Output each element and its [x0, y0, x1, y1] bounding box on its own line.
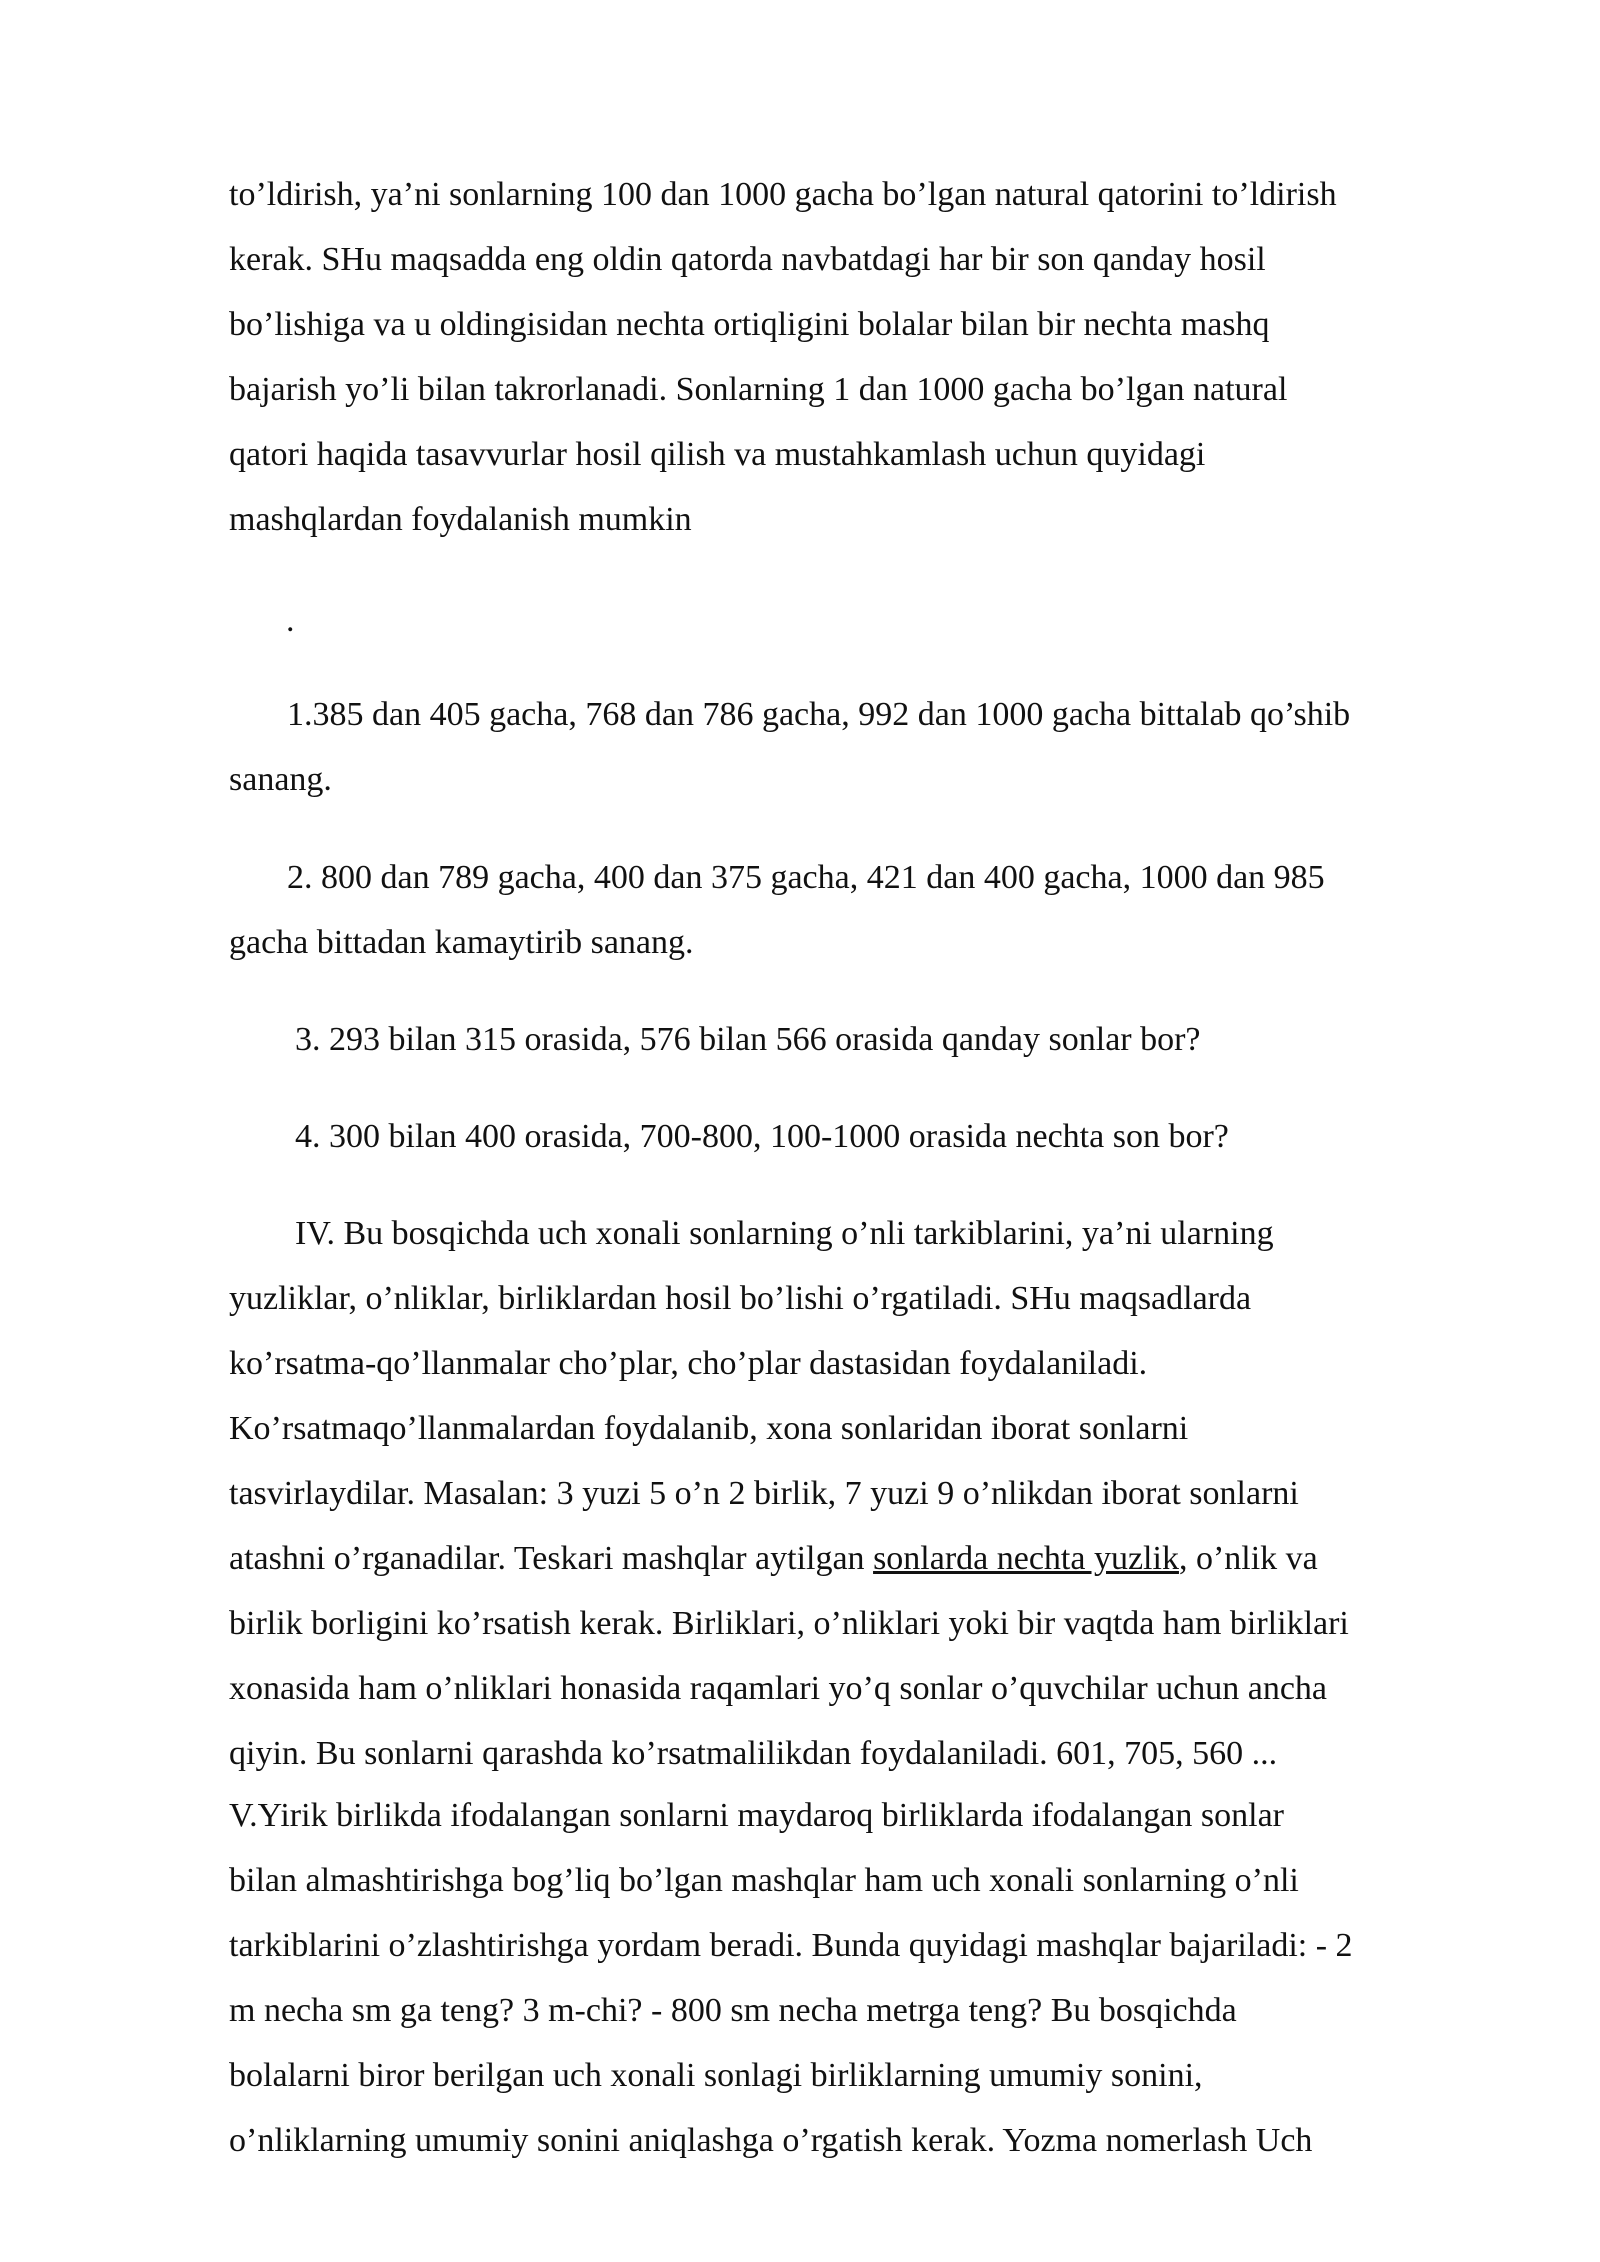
paragraph-line: bolalarni biror berilgan uch xonali sonlagi birliklarning umumiy sonini,: [229, 2057, 1203, 2094]
exercise-4: [229, 1104, 1489, 1169]
underlined-phrase: sonlarda nechta yuzlik: [873, 1540, 1179, 1577]
section-iv-paragraph: [229, 1201, 1489, 1786]
paragraph-line: 3. 293 bilan 315 orasida, 576 bilan 566 orasida qanday sonlar bor?: [295, 1021, 1201, 1058]
paragraph-line: V.Yirik birlikda ifodalangan sonlarni maydaroq birliklarda ifodalangan sonlar: [229, 1797, 1284, 1834]
paragraph-line: yuzliklar, o’nliklar, birliklardan hosil bo’lishi o’rgatiladi. SHu maqsadlarda: [229, 1280, 1252, 1317]
line-text: , o’nlik va: [1178, 1540, 1318, 1577]
paragraph-line: m necha sm ga teng? 3 m-chi? - 800 sm necha metrga teng? Bu bosqichda: [229, 1992, 1237, 2029]
paragraph-line: to’ldirish, ya’ni sonlarning 100 dan 1000 gacha bo’lgan natural qatorini to’ldirish: [229, 176, 1337, 213]
exercise-3: [229, 1007, 1489, 1072]
intro-paragraph: [229, 162, 1489, 552]
exercise-2: [229, 845, 1489, 975]
paragraph-line: ko’rsatma-qo’llanmalar cho’plar, cho’plar dastasidan foydalaniladi.: [229, 1345, 1148, 1382]
paragraph-line: bilan almashtirishga bog’liq bo’lgan mashqlar ham uch xonali sonlarning o’nli: [229, 1862, 1299, 1899]
section-v-paragraph: [229, 1783, 1489, 2173]
paragraph-line: Ko’rsatmaqo’llanmalardan foydalanib, xona sonlaridan iborat sonlarni: [229, 1410, 1189, 1447]
paragraph-line: tarkiblarini o’zlashtirishga yordam beradi. Bunda quyidagi mashqlar bajariladi: - 2: [229, 1927, 1353, 1964]
paragraph-line: 4. 300 bilan 400 orasida, 700-800, 100-1000 orasida nechta son bor?: [295, 1118, 1229, 1155]
paragraph-line: sanang.: [229, 761, 332, 798]
paragraph-line: birlik borligini ko’rsatish kerak. Birliklari, o’nliklari yoki bir vaqtda ham birliklari: [229, 1605, 1349, 1642]
paragraph-line: tasvirlaydilar. Masalan: 3 yuzi 5 o’n 2 birlik, 7 yuzi 9 o’nlikdan iborat sonlarni: [229, 1475, 1299, 1512]
paragraph-line: o’nliklarning umumiy sonini aniqlashga o’rgatish kerak. Yozma nomerlash Uch: [229, 2122, 1313, 2159]
paragraph-line: gacha bittadan kamaytirib sanang.: [229, 924, 694, 961]
exercise-1: [229, 682, 1489, 812]
line-text: atashni o’rganadilar. Teskari mashqlar aytilgan: [229, 1540, 874, 1577]
paragraph-line: mashqlardan foydalanish mumkin: [229, 501, 692, 538]
paragraph-line: bajarish yo’li bilan takrorlanadi. Sonlarning 1 dan 1000 gacha bo’lgan natural: [229, 371, 1288, 408]
paragraph-line: IV. Bu bosqichda uch xonali sonlarning o’nli tarkiblarini, ya’ni ularning: [295, 1215, 1274, 1252]
paragraph-line: 1.385 dan 405 gacha, 768 dan 786 gacha, 992 dan 1000 gacha bittalab qo’shib: [287, 696, 1351, 733]
paragraph-line: bo’lishiga va u oldingisidan nechta ortiqligini bolalar bilan bir nechta mashq: [229, 306, 1270, 343]
paragraph-line: qiyin. Bu sonlarni qarashda ko’rsatmalilikdan foydalaniladi. 601, 705, 560 ...: [229, 1735, 1278, 1772]
paragraph-line: [229, 1526, 1489, 1591]
standalone-dot: .: [286, 602, 295, 639]
paragraph-line: 2. 800 dan 789 gacha, 400 dan 375 gacha, 421 dan 400 gacha, 1000 dan 985: [287, 859, 1325, 896]
paragraph-line: qatori haqida tasavvurlar hosil qilish va mustahkamlash uchun quyidagi: [229, 436, 1206, 473]
paragraph-line: kerak. SHu maqsadda eng oldin qatorda navbatdagi har bir son qanday hosil: [229, 241, 1266, 278]
paragraph-line: xonasida ham o’nliklari honasida raqamlari yo’q sonlar o’quvchilar uchun ancha: [229, 1670, 1328, 1707]
